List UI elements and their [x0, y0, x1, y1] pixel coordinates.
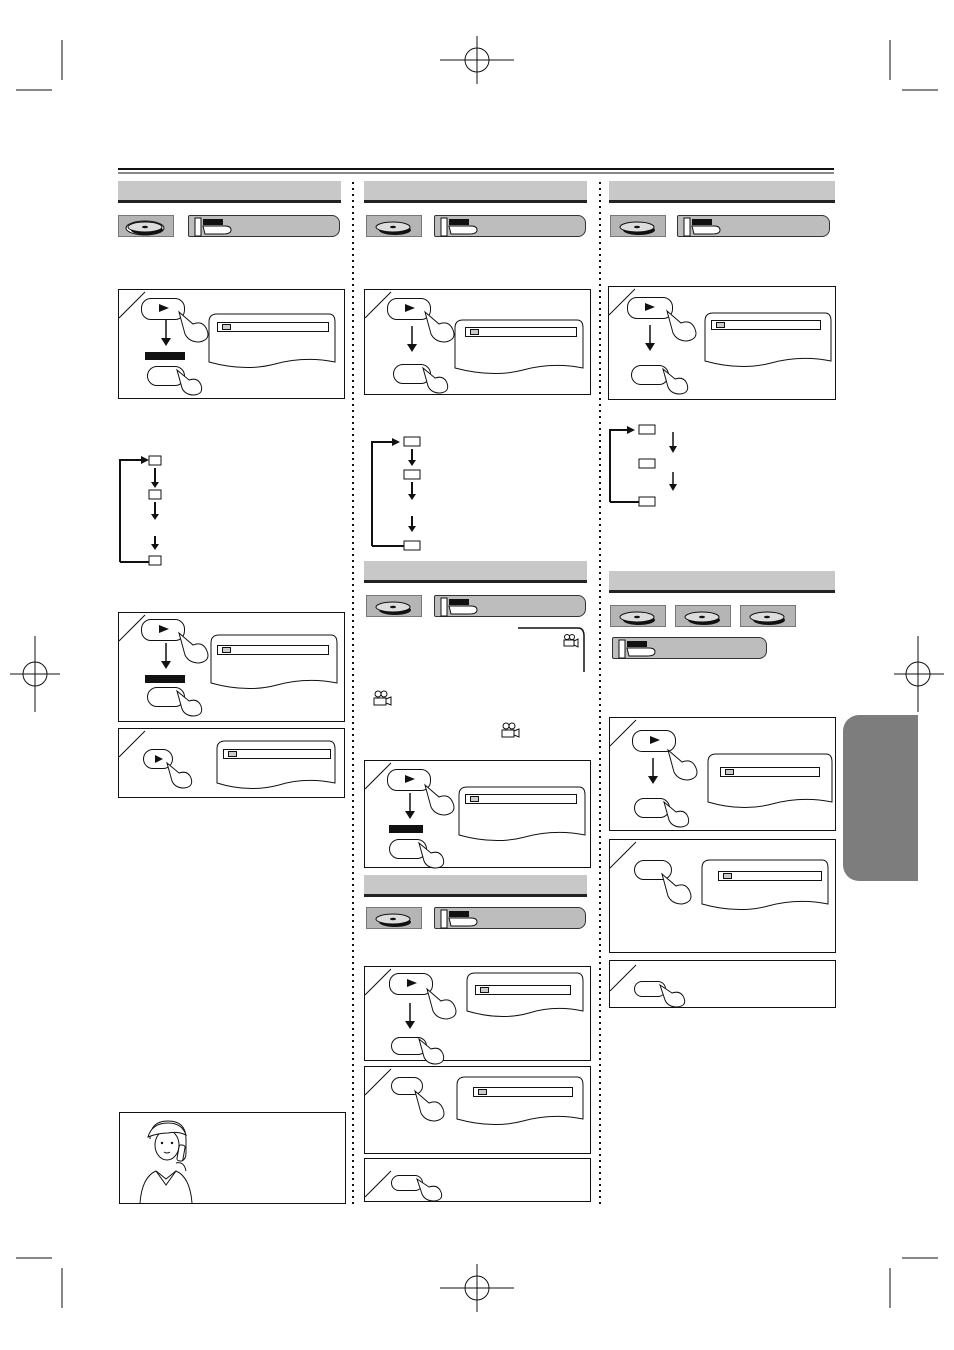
down-arrow — [648, 758, 658, 784]
step-corner — [365, 1067, 395, 1097]
stereo-icon — [478, 1089, 487, 1095]
disc-type-chip — [366, 907, 422, 929]
remote-chip — [677, 215, 830, 237]
woman-phone-illustration — [134, 1119, 194, 1203]
disc-type-chip — [366, 595, 422, 617]
tv-screen-outline — [209, 633, 339, 693]
disc-icon — [611, 606, 667, 628]
camera-angle-icon — [372, 690, 392, 706]
remote-hand-icon — [682, 216, 732, 238]
step-box-3 — [364, 1158, 591, 1202]
remote-chip — [434, 215, 586, 237]
play-arrow-icon — [407, 979, 417, 987]
hand-press-icon — [663, 369, 693, 395]
osd-stereo — [473, 1087, 573, 1097]
remote-chip — [434, 595, 586, 617]
remote-chip — [434, 907, 586, 929]
hand-press-icon — [419, 843, 449, 869]
button-label-bar — [145, 675, 185, 683]
step-box-1 — [118, 289, 345, 399]
subtitle-icon — [228, 751, 237, 757]
osd-zoom — [720, 767, 820, 777]
step-box-3 — [118, 728, 345, 798]
tv-screen-outline — [455, 1075, 585, 1129]
hand-press-icon — [427, 989, 461, 1019]
tv-screen-outline — [700, 858, 830, 914]
play-arrow-icon — [645, 303, 655, 311]
play-arrow-icon — [405, 304, 415, 312]
hand-press-icon — [668, 750, 702, 780]
remote-chip — [188, 215, 340, 237]
button-label-bar — [389, 825, 423, 833]
disc-type-chip — [366, 215, 422, 237]
play-arrow-icon — [405, 775, 415, 783]
section-header-subtitle — [118, 181, 341, 203]
step-box-2 — [609, 839, 836, 953]
hand-press-icon — [177, 691, 207, 717]
disc-type-chip — [118, 215, 174, 237]
hand-press-icon — [167, 763, 197, 789]
section-header-audio — [364, 181, 587, 203]
tv-screen-outline — [207, 312, 337, 372]
play-arrow-icon — [159, 304, 169, 312]
step-box-1 — [364, 760, 591, 868]
osd-stereo — [475, 985, 571, 995]
down-arrow — [405, 793, 415, 819]
osd-angle — [465, 794, 577, 804]
disc-type-chip-3 — [740, 605, 796, 627]
step-box-1 — [364, 289, 591, 395]
disc-icon — [741, 606, 797, 628]
zoom-icon — [725, 769, 734, 775]
disc-icon — [676, 606, 732, 628]
hand-press-icon — [425, 785, 459, 815]
button-label-bar — [145, 352, 185, 360]
marker-icon — [716, 322, 725, 328]
section-header-zoom — [609, 571, 835, 593]
hand-press-icon — [662, 874, 696, 904]
down-arrow — [161, 320, 171, 346]
step-box-1 — [608, 286, 836, 400]
hand-press-icon — [419, 1039, 449, 1065]
step-box-1 — [364, 966, 591, 1061]
disc-type-chip-2 — [675, 605, 731, 627]
tv-screen-outline — [706, 752, 834, 812]
remote-chip — [612, 637, 767, 659]
down-arrow — [645, 325, 655, 351]
camera-angle-icon — [562, 634, 578, 648]
step-box-1 — [609, 717, 836, 831]
section-header-marker — [609, 181, 835, 203]
subtitle-cycle-diagram — [115, 450, 185, 570]
hand-press-icon — [660, 985, 690, 1009]
hand-press-icon — [177, 370, 207, 396]
chapter-side-tab — [843, 715, 918, 881]
disc-type-chip-1 — [610, 605, 666, 627]
osd-audio — [465, 327, 577, 337]
hint-box — [119, 1112, 346, 1204]
disc-icon — [119, 216, 175, 238]
zoom-icon — [723, 873, 732, 879]
osd-subtitle — [223, 749, 331, 759]
disc-icon — [367, 908, 423, 930]
section-header-camera-angle — [364, 561, 587, 583]
tv-screen-outline — [465, 971, 585, 1021]
section-header-stereo — [364, 875, 587, 897]
osd-subtitle — [217, 645, 329, 655]
audio-icon — [470, 329, 479, 335]
subtitle-icon — [222, 647, 231, 653]
hand-press-icon — [423, 368, 453, 394]
tv-screen-outline — [215, 739, 337, 795]
down-arrow — [405, 1003, 415, 1029]
stereo-icon — [480, 987, 489, 993]
audio-cycle-diagram — [368, 432, 438, 552]
marker-cycle-diagram — [607, 420, 697, 510]
disc-icon — [611, 216, 667, 238]
disc-icon — [367, 216, 423, 238]
osd-zoom — [718, 871, 822, 881]
camera-angle-icon — [500, 722, 520, 738]
play-arrow-icon — [155, 755, 163, 763]
disc-icon — [367, 596, 423, 618]
hand-press-icon — [667, 311, 701, 341]
remote-hand-icon — [439, 596, 489, 618]
osd-subtitle — [217, 322, 329, 332]
hand-press-icon — [415, 1091, 449, 1121]
remote-hand-icon — [193, 216, 243, 238]
step-box-2 — [364, 1066, 591, 1154]
disc-type-chip — [610, 215, 666, 237]
play-arrow-icon — [159, 625, 169, 633]
remote-hand-icon — [439, 908, 489, 930]
down-arrow — [161, 643, 171, 669]
hand-press-icon — [179, 633, 213, 663]
osd-marker — [711, 320, 821, 330]
step-box-3 — [609, 960, 836, 1008]
remote-hand-icon — [439, 216, 489, 238]
hand-press-icon — [664, 802, 694, 828]
remote-hand-icon — [617, 638, 667, 660]
subtitle-icon — [222, 324, 231, 330]
play-arrow-icon — [650, 736, 660, 744]
angle-icon — [470, 796, 479, 802]
step-box-2 — [118, 612, 345, 722]
hand-press-icon — [417, 1179, 447, 1203]
down-arrow — [407, 326, 417, 352]
